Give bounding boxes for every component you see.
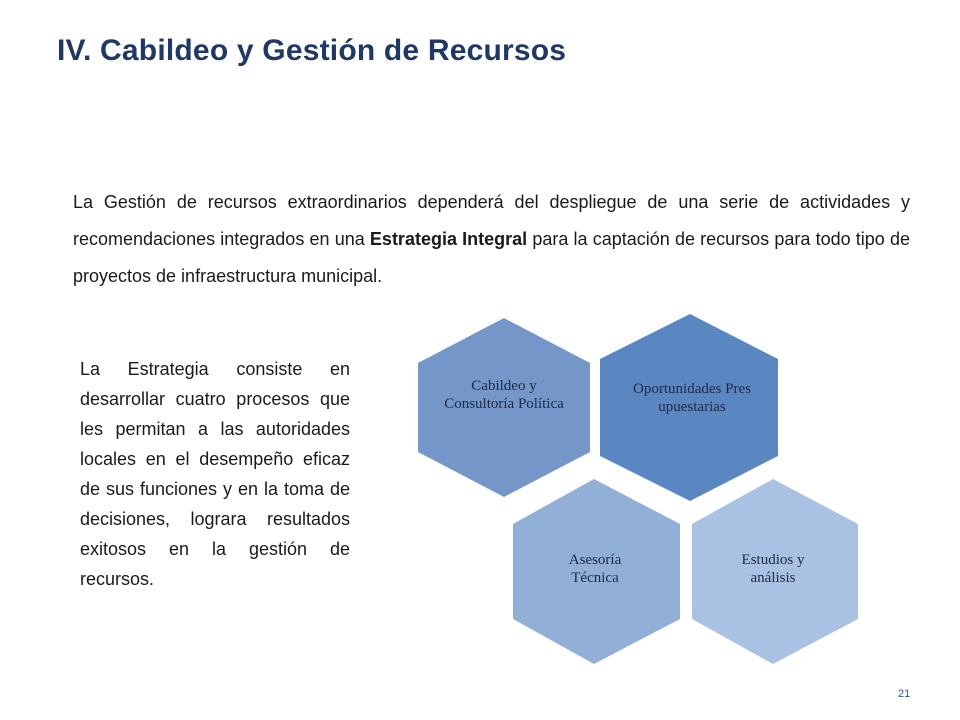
strategy-paragraph: La Estrategia consiste en desarrollar cuatro procesos que les permitan a las autoridades locales en el desempeño eficaz de sus funciones y en la toma de decisiones, lograra resultados exitosos en la gestión de recursos. — [80, 359, 350, 589]
hexagon-label-asesoria: Asesoría Técnica — [568, 552, 622, 586]
intro-text-end: para la captación de recursos para todo tipo de proyectos de infraestructura municipal. — [73, 229, 910, 286]
hexagon-label-estudios: Estudios y análisis — [741, 552, 805, 586]
slide-title: IV. Cabildeo y Gestión de Recursos — [57, 34, 567, 67]
intro-emphasis: Estrategia Integral — [369, 229, 528, 249]
page-number: 21 — [898, 688, 911, 700]
hexagon-label-cabildeo: Cabildeo y Consultoría Política — [444, 378, 564, 412]
hexagon-label-oportunidades: Oportunidades Presupuestarias — [633, 381, 751, 415]
intro-text-start: La Gestión de recursos extraordinarios dependerá del despliegue de una serie de actividades y recomendaciones integrados en una — [73, 192, 910, 249]
